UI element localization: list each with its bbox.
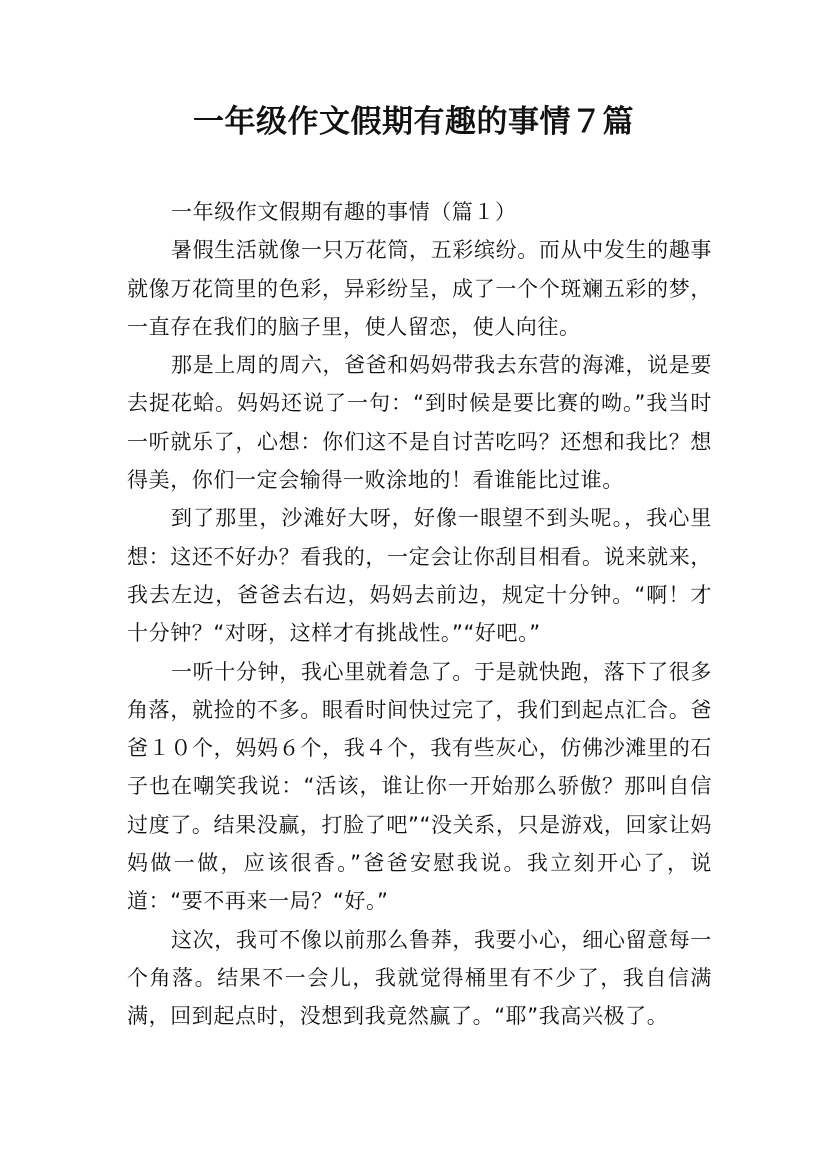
paragraph-1: 暑假生活就像一只万花筒，五彩缤纷。而从中发生的趣事就像万花筒里的色彩，异彩纷呈，成了一个个斑斓五彩的梦，一直存在我们的脑子里，使人留恋，使人向往。 [127,238,712,339]
document-body [127,193,712,1036]
paragraph-3: 到了那里，沙滩好大呀，好像一眼望不到头呢。，我心里想：这还不好办？看我的，一定会让你刮目相看。说来就来，我去左边，爸爸去右边，妈妈去前边，规定十分钟。“啊！才十分钟？“对呀，这样才有挑战性。”“好吧。” [127,506,712,646]
section-heading: 一年级作文假期有趣的事情（篇１） [171,200,517,224]
paragraph-4: 一听十分钟，我心里就着急了。于是就快跑，落下了很多角落，就捡的不多。眼看时间快过完了，我们到起点汇合。爸爸１０个，妈妈６个，我４个，我有些灰心，仿佛沙滩里的石子也在嘲笑我说：“活该，谁让你一开始那么骄傲？那叫自信过度了。结果没赢，打脸了吧”“没关系，只是游戏，回家让妈妈做一做，应该很香。”爸爸安慰我说。我立刻开心了，说道：“要不再来一局？“好。” [127,659,712,914]
paragraph-2: 那是上周的周六，爸爸和妈妈带我去东营的海滩，说是要去捉花蛤。妈妈还说了一句：“到时候是要比赛的呦。”我当时一听就乐了，心想：你们这不是自讨苦吃吗？还想和我比？想得美，你们一定会输得一败涂地的！看谁能比过谁。 [127,353,712,493]
document-title: 一年级作文假期有趣的事情７篇 [193,104,634,140]
paragraph-5: 这次，我可不像以前那么鲁莽，我要小心，细心留意每一个角落。结果不一会儿，我就觉得桶里有不少了，我自信满满，回到起点时，没想到我竟然赢了。“耶”我高兴极了。 [127,927,712,1029]
